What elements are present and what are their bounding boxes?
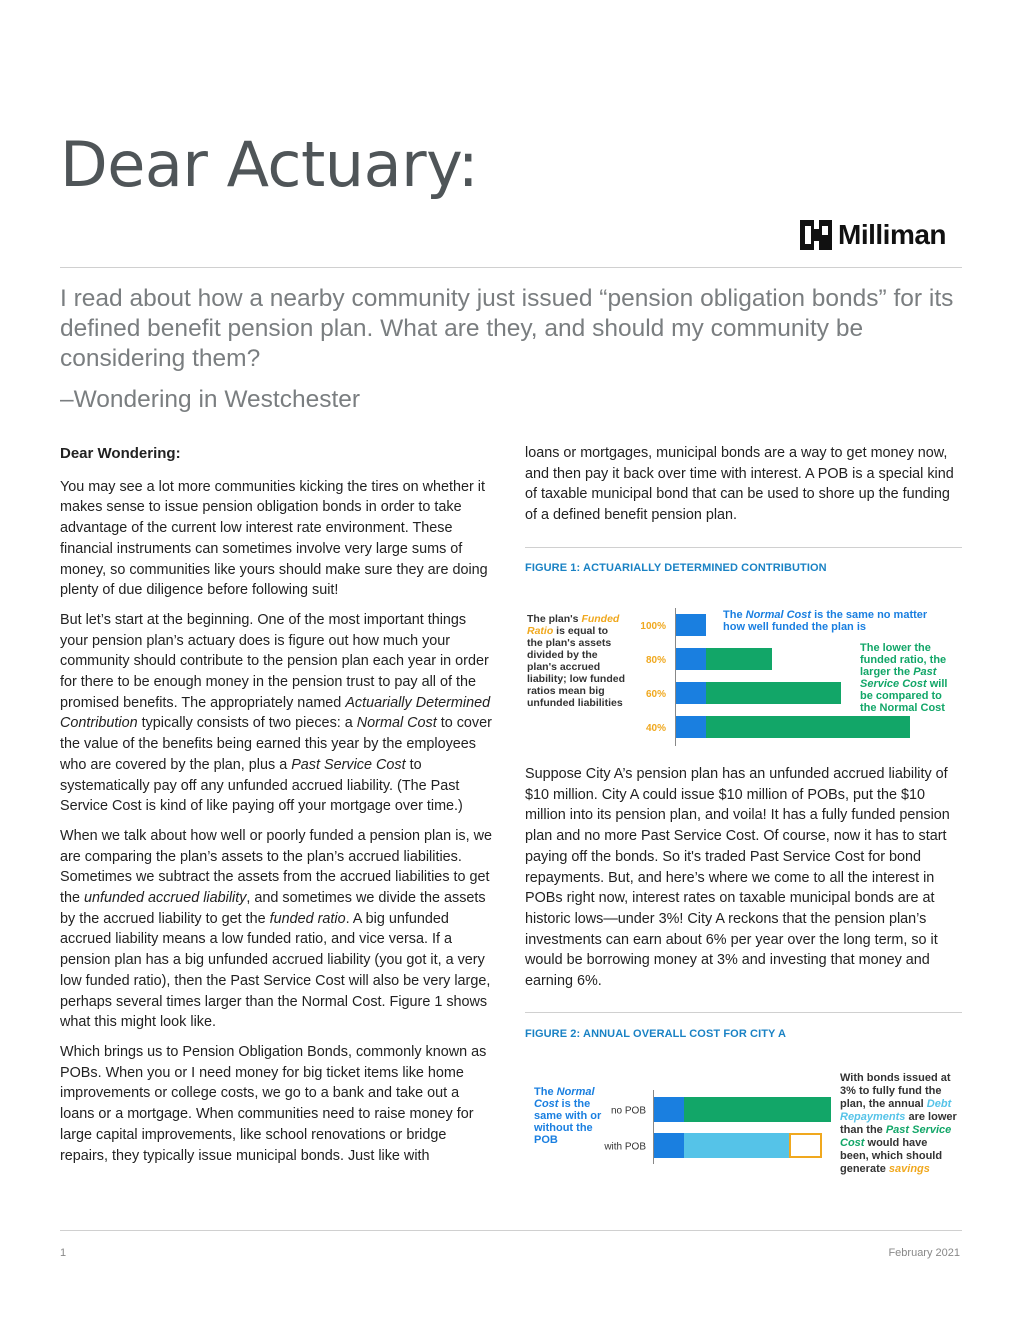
figure1-title: FIGURE 1: ACTUARIALLY DETERMINED CONTRIBUTION xyxy=(525,562,827,574)
svg-text:The Normal: The Normal xyxy=(534,1086,595,1098)
right-column-body xyxy=(525,764,960,1001)
milliman-logo xyxy=(800,219,946,251)
figure1-bar-past-service-cost-1 xyxy=(706,648,772,670)
page-title: Dear Actuary: xyxy=(60,128,479,201)
figure2-left-note xyxy=(533,1086,602,1146)
figure1-bar-normal-cost-1 xyxy=(676,648,706,670)
svg-text:plan's accrued: plan's accrued xyxy=(527,661,601,673)
svg-text:Repayments are lower: Repayments are lower xyxy=(840,1111,957,1123)
svg-text:unfunded liabilities: unfunded liabilities xyxy=(527,697,623,709)
svg-text:without the: without the xyxy=(534,1122,593,1134)
figure1-bar-normal-cost-3 xyxy=(676,716,706,738)
svg-text:liability; low funded: liability; low funded xyxy=(527,673,625,685)
svg-text:Cost is the: Cost is the xyxy=(534,1098,591,1110)
svg-text:The Normal Cost is the same no: The Normal Cost is the same no matter xyxy=(723,609,928,621)
figure1-category-label: 60% xyxy=(645,689,666,700)
paragraph-2: But let’s start at the beginning. One of the most important things your pension plan’s actuary does is figure out how much your community should contribute to the pension plan each year in order for there to be enough money in the pension trust to pay all of the promised benefits. The appropriately named Actuarially Determined Contribution typically consists of two pieces: a Normal Cost to cover the value of the benefits being earned this year by the employees who are covered by the plan, plus a Past Service Cost to systematically pay off any unfunded accrued liability. (The Past Service Cost is kind of like paying off your mortgage over time.) xyxy=(60,611,492,815)
reader-question: I read about how a nearby community just issued “pension obligation bonds” for its defined benefit pension plan. What are they, and should my community be considering them? xyxy=(60,285,954,372)
svg-text:plan, the annual Debt: plan, the annual Debt xyxy=(840,1098,952,1110)
svg-text:With bonds issued at: With bonds issued at xyxy=(840,1072,951,1084)
svg-text:the plan's assets: the plan's assets xyxy=(527,637,612,649)
figure1-category-label: 80% xyxy=(645,655,666,666)
svg-text:generate savings: generate savings xyxy=(840,1163,930,1175)
footer-date: February 2021 xyxy=(888,1247,960,1259)
figure2-bar-past-service-cost-0 xyxy=(684,1097,831,1122)
svg-text:POB: POB xyxy=(534,1134,558,1146)
svg-text:Ratio is equal to: Ratio is equal to xyxy=(527,625,609,637)
svg-text:how well funded the plan is: how well funded the plan is xyxy=(723,621,867,633)
figure2-bar-normal-cost-0 xyxy=(654,1097,684,1122)
svg-text:3% to fully fund the: 3% to fully fund the xyxy=(840,1085,942,1097)
left-column xyxy=(60,444,495,1175)
figure2-bar-debt-repayments-1 xyxy=(684,1133,789,1158)
figure1-right-note xyxy=(860,642,947,714)
svg-text:the Normal Cost: the Normal Cost xyxy=(860,702,945,714)
svg-text:ratios mean big: ratios mean big xyxy=(527,685,605,697)
figure2-bar-normal-cost-1 xyxy=(654,1133,684,1158)
header-divider xyxy=(60,267,962,268)
logo-text: Milliman xyxy=(838,219,947,250)
svg-text:Cost would have: Cost would have xyxy=(840,1137,928,1149)
figure2-category-label: no POB xyxy=(610,1105,646,1117)
svg-text:same with or: same with or xyxy=(534,1110,602,1122)
svg-text:larger the Past: larger the Past xyxy=(860,666,937,678)
figure1-chart xyxy=(525,600,962,750)
figure1-top-note xyxy=(723,609,928,633)
right-column-intro xyxy=(525,443,960,535)
page-number: 1 xyxy=(60,1247,67,1259)
paragraph-6: Suppose City A’s pension plan has an unfunded accrued liability of $10 million. City A could issue $10 million of POBs, put the $10 million into its pension plan, and voila! It has a fully funded pension plan and no more Past Service Cost. Of course, now it has to start paying off the bonds. So it's traded Past Service Cost for bond repayments. But, and here’s where we come to all the interest in POBs right now, interest rates on taxable municipal bonds are at historic lows—under 3%! City A reckons that the pension plan’s investments can earn about 6% per year over the long term, so it would be borrowing money at 3% and investing that money and earning 6%. xyxy=(525,766,950,990)
figure1-bar-normal-cost-2 xyxy=(676,682,706,704)
svg-text:divided by the: divided by the xyxy=(527,649,598,661)
greeting: Dear Wondering: xyxy=(60,445,181,462)
svg-text:The lower the: The lower the xyxy=(860,642,931,654)
svg-text:been, which should: been, which should xyxy=(840,1150,943,1162)
figure1-category-label: 100% xyxy=(640,621,666,632)
milliman-logo-icon xyxy=(800,220,832,250)
figure2-chart xyxy=(525,1066,962,1186)
figure1-bar-past-service-cost-2 xyxy=(706,682,841,704)
figure1-left-note xyxy=(527,613,625,709)
svg-text:The plan's Funded: The plan's Funded xyxy=(527,613,620,625)
figure1-bar-normal-cost-0 xyxy=(676,614,706,636)
figure1-bar-past-service-cost-3 xyxy=(706,716,910,738)
figure2-right-note xyxy=(840,1072,957,1175)
svg-text:funded ratio, the: funded ratio, the xyxy=(860,654,947,666)
figure2-divider xyxy=(525,1012,962,1013)
paragraph-5: loans or mortgages, municipal bonds are a way to get money now, and then pay it back over time with interest. A POB is a special kind of taxable municipal bond that can be used to shore up the funding of a defined benefit pension plan. xyxy=(525,445,954,524)
footer-divider xyxy=(60,1230,962,1231)
svg-text:than the Past Service: than the Past Service xyxy=(840,1124,952,1136)
svg-text:be compared to: be compared to xyxy=(860,690,942,702)
paragraph-3: When we talk about how well or poorly funded a pension plan is, we are comparing the plan’s assets to the plan’s accrued liabilities. Sometimes we subtract the assets from the accrued liabilities to get the unfunded accrued liability, and sometimes we divide the assets by the accrued liability to get the funded ratio. A big unfunded accrued liability means a low funded ratio, and vice versa. If a pension plan has a big unfunded accrued liability (you got it, a very low funded ratio), then the Past Service Cost will also be very large, perhaps several times larger than the Normal Cost. Figure 1 shows what this might look like. xyxy=(60,827,492,1031)
figure1-category-label: 40% xyxy=(645,723,666,734)
paragraph-4: Which brings us to Pension Obligation Bonds, commonly known as POBs. When you or I need money for big ticket items like home improvements or college costs, we go to a bank and take out a loans or a mortgage. When communities need to raise money for large capital improvements, like school renovations or bridge repairs, they typically issue municipal bonds. Just like with xyxy=(60,1043,487,1164)
figure2-category-label: with POB xyxy=(604,1141,646,1153)
svg-text:Service Cost will: Service Cost will xyxy=(860,678,948,690)
paragraph-1: You may see a lot more communities kicking the tires on whether it makes sense to issue pension obligation bonds in order to take advantage of the current low interest rate environment. These financial instruments can sometimes involve very large sums of money, so communities like yours should make sure they are doing plenty of due diligence before following suit! xyxy=(60,478,488,599)
figure2-bar-savings-1 xyxy=(790,1134,821,1157)
figure2-title: FIGURE 2: ANNUAL OVERALL COST FOR CITY A xyxy=(525,1028,787,1040)
figure1-divider xyxy=(525,547,962,548)
reader-signoff: –Wondering in Westchester xyxy=(60,386,361,413)
